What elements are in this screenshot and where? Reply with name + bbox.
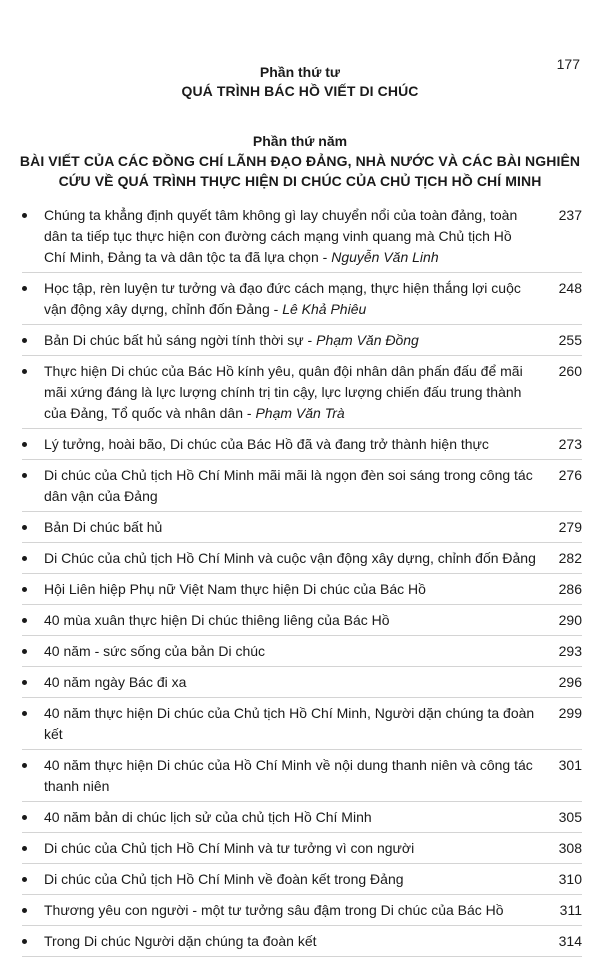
toc-entry-text: [44, 641, 582, 662]
toc-entry-title: 40 năm - sức sống của bản Di chúc: [44, 643, 266, 659]
toc-entry-page: 305: [558, 809, 582, 825]
toc-entry-author: Nguyễn Văn Linh: [331, 249, 439, 265]
toc-entry[interactable]: [22, 900, 582, 926]
toc-entry-text: [44, 869, 582, 890]
toc-entry-page: 293: [558, 643, 582, 659]
bullet-icon: [22, 680, 27, 685]
bullet-icon: [22, 369, 27, 374]
toc-entry-title: Lý tưởng, hoài bão, Di chúc của Bác Hồ đã và đang trở thành hiện thực: [44, 436, 489, 452]
toc-entry[interactable]: [22, 278, 582, 325]
toc-entry-title: Di chúc của Chủ tịch Hồ Chí Minh và tư tưởng vì con người: [44, 840, 415, 856]
toc-entry-page: 248: [558, 280, 582, 296]
toc-entry[interactable]: [22, 755, 582, 802]
bullet-icon: [22, 649, 27, 654]
toc-entry-text: [44, 807, 582, 828]
toc-entry-page: 273: [558, 436, 582, 452]
toc-entry-page: 299: [558, 705, 582, 721]
toc-entry-author: Phạm Văn Đồng: [316, 332, 419, 348]
toc-entry[interactable]: [22, 672, 582, 698]
bullet-icon: [22, 525, 27, 530]
toc-entry-text: [44, 931, 582, 952]
toc-entry-page: 311: [559, 902, 582, 918]
toc-entry-text: [44, 672, 582, 693]
page-number: 177: [556, 56, 580, 72]
part-five-title: [0, 151, 600, 191]
bullet-icon: [22, 338, 27, 343]
bullet-icon: [22, 877, 27, 882]
part-five-title-line2: CỨU VỀ QUÁ TRÌNH THỰC HIỆN DI CHÚC CỦA CHỦ TỊCH HỒ CHÍ MINH: [58, 173, 542, 189]
toc-entry[interactable]: [22, 869, 582, 895]
toc-entry[interactable]: [22, 517, 582, 543]
toc-entry-page: 296: [558, 674, 582, 690]
toc-entry-text: [44, 465, 582, 507]
toc-entry-title: 40 năm thực hiện Di chúc của Hồ Chí Minh về nội dung thanh niên và công tác thanh niên: [44, 757, 533, 794]
toc-entry-title: Học tập, rèn luyện tư tưởng và đạo đức cách mạng, thực hiện thắng lợi cuộc vận động xây dựng, chỉnh đốn Đảng -: [44, 280, 521, 317]
toc-entry-author: Phạm Văn Trà: [255, 405, 345, 421]
toc-entry-text: [44, 703, 582, 745]
toc-entry-text: [44, 755, 582, 797]
part-five-title-line1: BÀI VIẾT CỦA CÁC ĐỒNG CHÍ LÃNH ĐẠO ĐẢNG, NHÀ NƯỚC VÀ CÁC BÀI NGHIÊN: [19, 153, 581, 169]
part-five-heading: [0, 133, 600, 191]
bullet-icon: [22, 711, 27, 716]
toc-entry-page: 308: [558, 840, 582, 856]
toc-entry-title: Hội Liên hiệp Phụ nữ Việt Nam thực hiện Di chúc của Bác Hồ: [44, 581, 426, 597]
toc-entry[interactable]: [22, 931, 582, 957]
toc-entry[interactable]: [22, 205, 582, 273]
part-five-label: Phần thứ năm: [252, 133, 348, 149]
toc-entry[interactable]: [22, 548, 582, 574]
toc-entry-text: [44, 517, 582, 538]
toc-entry-title: Chúng ta khẳng định quyết tâm không gì lay chuyển nổi của toàn đảng, toàn dân ta tiếp tục thực hiện con đường cách mạng vinh quang mà Chủ tịch Hồ Chí Minh, Đảng ta và dân tộc ta đã lựa chọn -: [44, 207, 518, 265]
toc-entry-page: 276: [558, 467, 582, 483]
toc-entry-page: 310: [558, 871, 582, 887]
toc-entry-page: 314: [558, 933, 582, 949]
toc-entry-text: [44, 205, 582, 268]
bullet-icon: [22, 763, 27, 768]
toc-entry-text: [44, 610, 582, 631]
toc-entry-text: [44, 900, 582, 921]
toc-entry[interactable]: [22, 703, 582, 750]
table-of-contents: [22, 205, 582, 962]
part-four-heading: [0, 64, 600, 99]
toc-entry[interactable]: [22, 434, 582, 460]
toc-entry-page: 301: [558, 757, 582, 773]
toc-entry-text: [44, 278, 582, 320]
toc-entry-page: 290: [558, 612, 582, 628]
toc-entry-title: Thực hiện Di chúc của Bác Hồ kính yêu, quân đội nhân dân phấn đấu để mãi mãi xứng đáng là lực lượng chính trị tin cậy, lực lượng chiến đấu trung thành của Đảng, Tổ quốc và nhân dân -: [44, 363, 523, 421]
bullet-icon: [22, 815, 27, 820]
part-four-label: Phần thứ tư: [259, 64, 341, 80]
bullet-icon: [22, 618, 27, 623]
toc-entry-title: 40 năm bản di chúc lịch sử của chủ tịch Hồ Chí Minh: [44, 809, 372, 825]
toc-entry-title: 40 năm ngày Bác đi xa: [44, 674, 187, 690]
toc-entry[interactable]: [22, 838, 582, 864]
toc-entry-text: [44, 548, 582, 569]
bullet-icon: [22, 587, 27, 592]
toc-entry-title: Trong Di chúc Người dặn chúng ta đoàn kết: [44, 933, 317, 949]
toc-entry-page: 237: [558, 207, 582, 223]
toc-entry-page: 260: [558, 363, 582, 379]
toc-entry-author: Lê Khả Phiêu: [282, 301, 367, 317]
toc-entry-title: Thương yêu con người - một tư tưởng sâu đậm trong Di chúc của Bác Hồ: [44, 902, 504, 918]
bullet-icon: [22, 473, 27, 478]
toc-entry-page: 279: [558, 519, 582, 535]
toc-entry[interactable]: [22, 610, 582, 636]
bullet-icon: [22, 846, 27, 851]
toc-entry[interactable]: [22, 807, 582, 833]
toc-entry[interactable]: [22, 361, 582, 429]
toc-entry-title: Di Chúc của chủ tịch Hồ Chí Minh và cuộc vận động xây dựng, chỉnh đốn Đảng: [44, 550, 536, 566]
toc-entry[interactable]: [22, 465, 582, 512]
toc-entry-title: Bản Di chúc bất hủ sáng ngời tính thời sự -: [44, 332, 317, 348]
toc-entry-text: [44, 434, 582, 455]
toc-entry-title: 40 năm thực hiện Di chúc của Chủ tịch Hồ Chí Minh, Người dặn chúng ta đoàn kết: [44, 705, 535, 742]
toc-entry-title: Di chúc của Chủ tịch Hồ Chí Minh mãi mãi là ngọn đèn soi sáng trong công tác dân vận của Đảng: [44, 467, 533, 504]
toc-entry[interactable]: [22, 641, 582, 667]
toc-entry-title: Bản Di chúc bất hủ: [44, 519, 163, 535]
toc-entry-text: [44, 838, 582, 859]
bullet-icon: [22, 939, 27, 944]
toc-entry-page: 255: [558, 332, 582, 348]
toc-entry-text: [44, 579, 582, 600]
bullet-icon: [22, 908, 27, 913]
bullet-icon: [22, 286, 27, 291]
toc-entry-text: [44, 361, 582, 424]
toc-entry-page: 282: [558, 550, 582, 566]
toc-entry[interactable]: [22, 579, 582, 605]
bullet-icon: [22, 442, 27, 447]
bullet-icon: [22, 556, 27, 561]
toc-entry-title: Di chúc của Chủ tịch Hồ Chí Minh về đoàn kết trong Đảng: [44, 871, 404, 887]
toc-entry-title: 40 mùa xuân thực hiện Di chúc thiêng liêng của Bác Hồ: [44, 612, 390, 628]
toc-entry-text: [44, 330, 582, 351]
toc-entry-page: 286: [558, 581, 582, 597]
toc-entry[interactable]: [22, 330, 582, 356]
part-four-title: QUÁ TRÌNH BÁC HỒ VIẾT DI CHÚC: [181, 83, 419, 99]
bullet-icon: [22, 213, 27, 218]
